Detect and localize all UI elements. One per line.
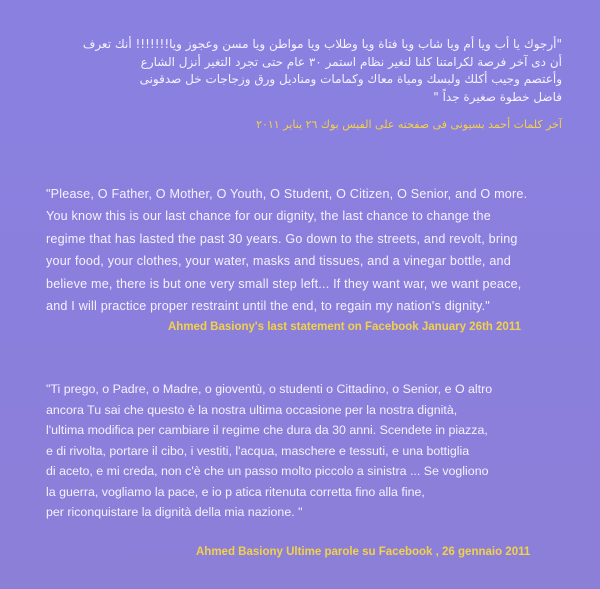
english-line: You know this is our last chance for our dignity, the last chance to change the xyxy=(46,209,491,224)
italian-line: "Ti prego, o Padre, o Madre, o gioventù, o studenti o Cittadino, o Senior, e O altro xyxy=(46,382,493,396)
arabic-line: وأعتصم وجيب أكلك ولبسك ومياة معاك وكمامات ومناديل ورق وزجاجات خل صدقونى xyxy=(139,72,562,86)
italian-caption: Ahmed Basiony Ultime parole su Facebook , 26 gennaio 2011 xyxy=(196,546,531,558)
english-line: your food, your clothes, your water, masks and tissues, and a vinegar bottle, and xyxy=(46,254,511,269)
english-caption: Ahmed Basiony's last statement on Facebook January 26th 2011 xyxy=(168,321,521,333)
english-line: "Please, O Father, O Mother, O Youth, O Student, O Citizen, O Senior, and O more. xyxy=(46,187,528,201)
italian-line: di aceto, e mi creda, non c'è che un passo molto piccolo a sinistra ... Se vogliono xyxy=(46,464,489,478)
italian-line: ancora Tu sai che questo è la nostra ultima occasione per la nostra dignità, xyxy=(46,402,458,417)
italian-line: per riconquistare la dignità della mia nazione. " xyxy=(46,505,303,519)
italian-quote xyxy=(46,379,586,523)
english-line: and I will practice proper restraint until the end, to regain my nation's dignity." xyxy=(46,299,490,314)
english-quote xyxy=(46,183,586,317)
italian-line: la guerra, vogliamo la pace, e io p atica ritenuta corretta fino alla fine, xyxy=(46,484,425,499)
arabic-caption: آخر كلمات أحمد بسيونى فى صفحته على الفيس بوك ٢٦ يناير ٢٠١١ xyxy=(256,118,562,131)
english-line: regime that has lasted the past 30 years. Go down to the streets, and revolt, bring xyxy=(46,231,518,246)
italian-line: l'ultima modifica per cambiare il regime che dura da 30 anni. Scendete in piazza, xyxy=(46,423,488,437)
italian-line: e di rivolta, portare il cibo, i vestiti, l'acqua, maschere e tessuti, e una bottiglia xyxy=(46,443,470,458)
arabic-line: "أرجوك يا أب ويا أم ويا شاب ويا فتاة ويا وطلاب ويا مواطن ويا مسن وعجوز ويا!!!!!!! أنك تعرف xyxy=(82,37,562,51)
arabic-line: أن دى آخر فرصة لكرامتنا كلنا لتغير نظام استمر ٣٠ عام حتى تجرد التغير أنزل الشارع xyxy=(140,54,562,69)
arabic-quote xyxy=(34,36,562,106)
arabic-line: فاضل خطوة صغيرة جداً " xyxy=(433,89,562,104)
english-line: believe me, there is but one very small step left... If they want war, we want peace, xyxy=(46,276,522,291)
